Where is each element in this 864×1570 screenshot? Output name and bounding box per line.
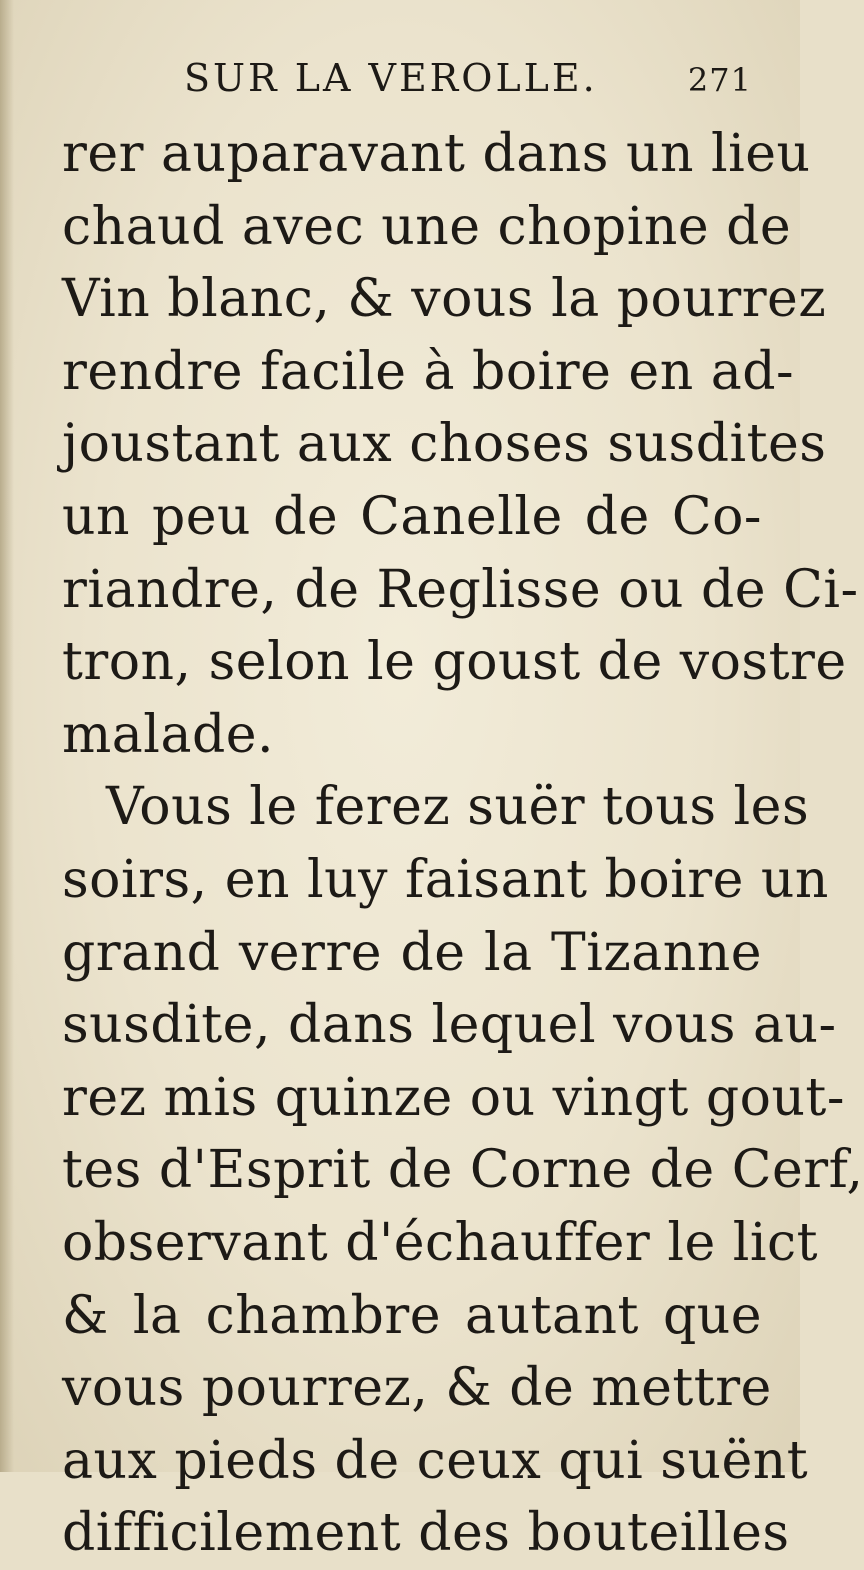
text-line: susdite, dans lequel vous au- (62, 995, 837, 1056)
text-line: soirs, en luy faisant boire un (62, 849, 829, 910)
text-line: un peu de Canelle de Co- (62, 486, 762, 547)
text-line: rez mis quinze ou vingt gout- (62, 1067, 845, 1128)
text-line: difficilement des bouteilles (62, 1503, 790, 1564)
running-head (62, 56, 762, 118)
text-line: rendre facile à boire en ad- (62, 341, 795, 402)
text-line: malade. (62, 704, 275, 765)
page-edge-shadow (0, 0, 14, 1472)
text-line: grand verre de la Tizanne (62, 922, 762, 983)
text-line: riandre, de Reglisse ou de Ci- (62, 559, 859, 620)
text-line: vous pourrez, & de mettre (62, 1358, 772, 1419)
text-line: Vous le ferez suër tous les (106, 777, 810, 838)
page-number: 271 (687, 61, 752, 99)
text-line: rer auparavant dans un lieu (62, 124, 811, 184)
text-line: chaud avec une chopine de (62, 196, 792, 257)
text-line: Vin blanc, & vous la pourrez (62, 269, 827, 330)
text-line: joustant aux choses susdites (62, 414, 827, 475)
text-line: tron, selon le goust de vostre (62, 632, 847, 693)
running-title: SUR LA VEROLLE. (184, 56, 598, 100)
page-text (62, 56, 864, 1570)
text-line: observant d'échauffer le lict (62, 1212, 819, 1273)
text-line: & la chambre autant que (62, 1285, 762, 1346)
text-line: tes d'Esprit de Corne de Cerf, (62, 1140, 864, 1201)
text-line: aux pieds de ceux qui suënt (62, 1430, 809, 1491)
